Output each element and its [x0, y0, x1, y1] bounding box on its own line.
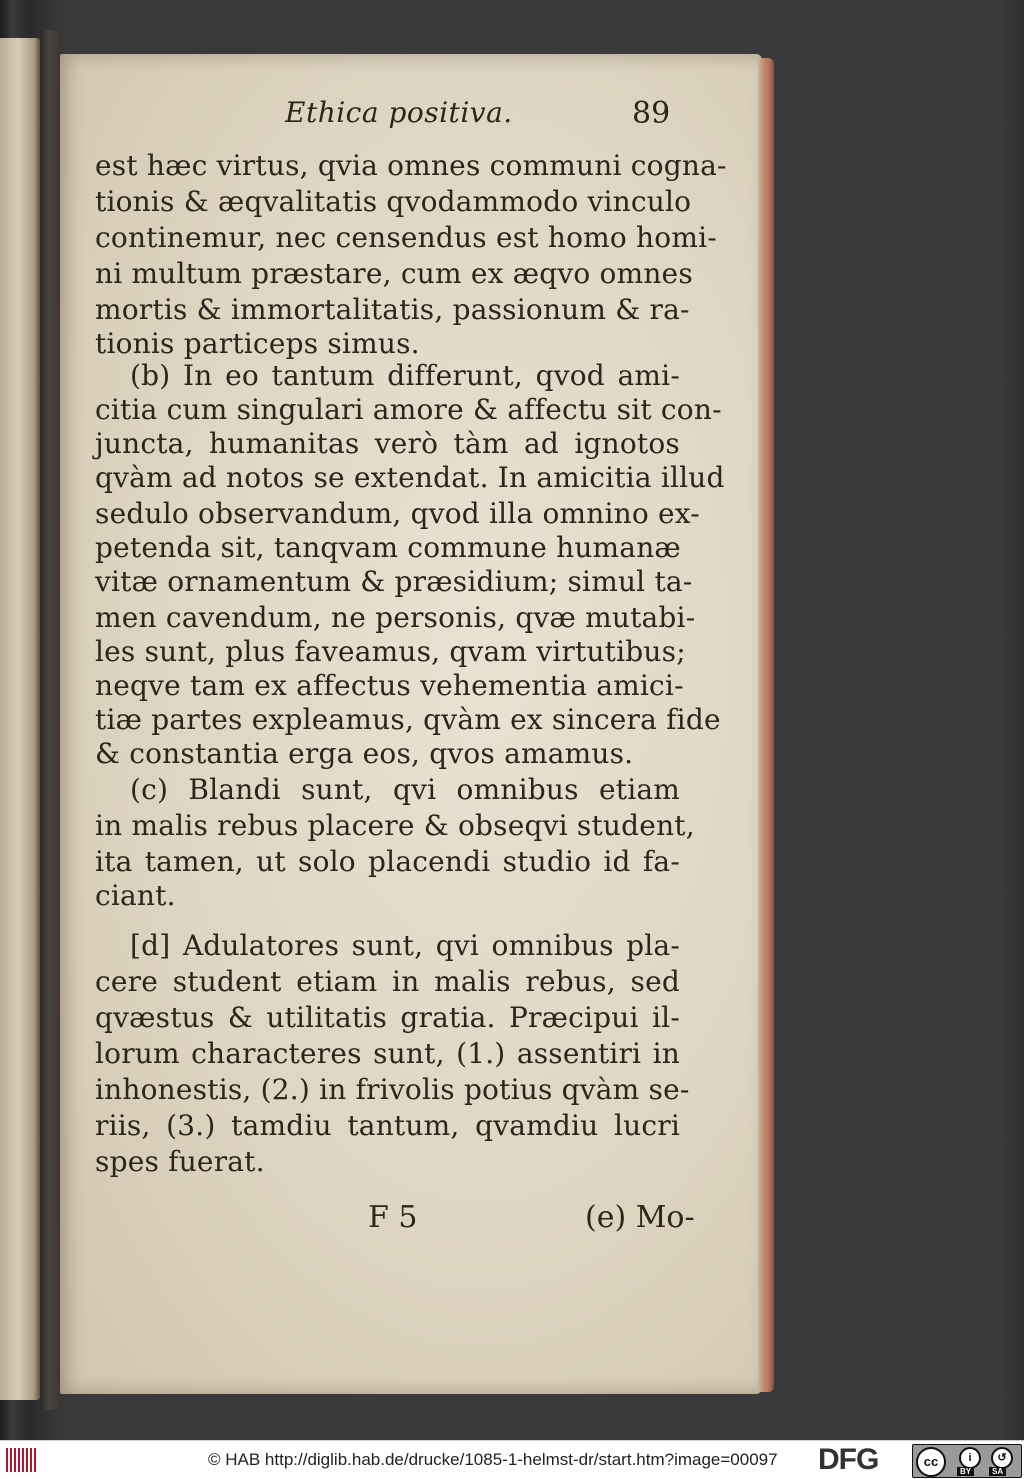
text-line: & constantia erga eos, qvos amamus. — [95, 737, 634, 770]
running-head: Ethica positiva. — [285, 96, 513, 129]
sa-label: SA — [989, 1467, 1006, 1476]
text-line: continemur, nec censendus est homo homi- — [95, 221, 717, 254]
text-line: ni multum præstare, cum ex æqvo omnes — [95, 257, 693, 290]
text-line: sedulo observandum, qvod illa omnino ex- — [95, 497, 700, 530]
text-line: vitæ ornamentum & præsidium; simul ta- — [95, 565, 693, 598]
sa-icon: ↺ — [991, 1447, 1013, 1469]
page-number: 89 — [632, 96, 671, 131]
cc-icon: cc — [916, 1447, 946, 1477]
text-line: spes fuerat. — [95, 1145, 265, 1178]
text-line: petenda sit, tanqvam commune humanæ — [95, 531, 681, 564]
text-line: (c) Blandi sunt, qvi omnibus etiam — [130, 773, 680, 806]
text-line: cere student etiam in malis rebus, sed — [95, 965, 680, 998]
text-line: mortis & immortalitatis, passionum & ra- — [95, 293, 690, 326]
hab-logo-icon[interactable] — [6, 1448, 36, 1472]
text-line: qvæstus & utilitatis gratia. Præcipui il- — [95, 1001, 680, 1034]
text-line: ciant. — [95, 879, 176, 912]
text-line: ita tamen, ut solo placendi studio id fa- — [95, 845, 680, 878]
text-line: juncta, humanitas verò tàm ad ignotos — [95, 427, 680, 460]
text-line: lorum characteres sunt, (1.) assentiri in — [95, 1037, 680, 1070]
source-credit-link[interactable]: © HAB http://diglib.hab.de/drucke/1085-1-helmst-dr/start.htm?image=00097 — [208, 1450, 778, 1469]
text-line: les sunt, plus faveamus, qvam virtutibus; — [95, 635, 686, 668]
text-line: neqve tam ex affectus vehementia amici- — [95, 669, 684, 702]
signature-mark: F 5 — [368, 1200, 418, 1235]
by-icon: i — [959, 1447, 981, 1469]
text-line: men cavendum, ne personis, qvæ mutabi- — [95, 601, 696, 634]
text-line: [d] Adulatores sunt, qvi omnibus pla- — [130, 929, 680, 962]
text-line: qvàm ad notos se extendat. In amicitia illud — [95, 461, 725, 494]
footer-bar — [0, 1440, 1024, 1479]
text-line: in malis rebus placere & obseqvi student, — [95, 809, 695, 842]
text-line: citia cum singulari amore & affectu sit con- — [95, 393, 722, 426]
cc-license-badge[interactable] — [912, 1444, 1022, 1478]
by-label: BY — [957, 1467, 974, 1476]
dfg-logo[interactable]: DFG — [818, 1443, 879, 1476]
text-line: est hæc virtus, qvia omnes communi cogna- — [95, 149, 727, 182]
text-line: tionis particeps simus. — [95, 327, 420, 360]
catchword: (e) Mo- — [585, 1200, 695, 1235]
text-line: inhonestis, (2.) in frivolis potius qvàm se- — [95, 1073, 690, 1106]
text-line: (b) In eo tantum differunt, qvod ami- — [130, 359, 680, 392]
text-line: tiæ partes expleamus, qvàm ex sincera fide — [95, 703, 721, 736]
text-line: tionis & æqvalitatis qvodammodo vinculo — [95, 185, 692, 218]
text-line: riis, (3.) tamdiu tantum, qvamdiu lucri — [95, 1109, 680, 1142]
